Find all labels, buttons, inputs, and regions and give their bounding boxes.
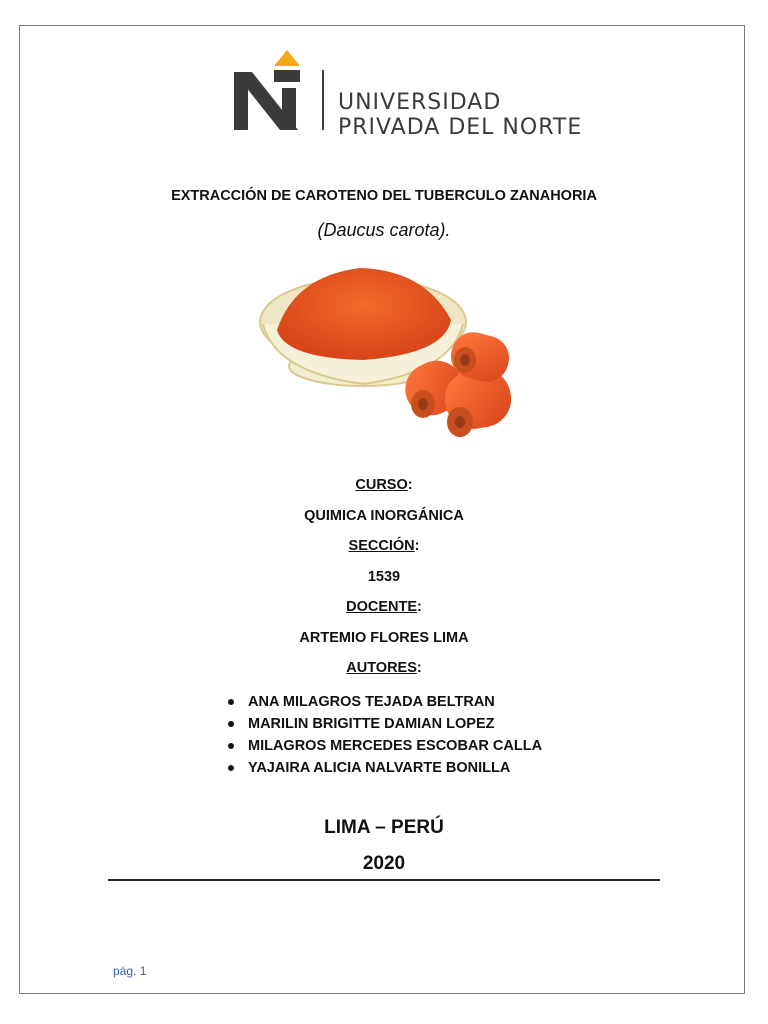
list-item: MARILIN BRIGITTE DAMIAN LOPEZ [222, 713, 542, 735]
authors-list [222, 691, 542, 779]
logo-wordmark [338, 90, 582, 140]
university-logo [230, 48, 650, 138]
course-value: QUIMICA INORGÁNICA [304, 508, 464, 524]
divider [108, 879, 660, 881]
list-item: ANA MILAGROS TEJADA BELTRAN [222, 691, 542, 713]
carrot-powder-photo [255, 262, 520, 450]
authors-label: AUTORES [346, 660, 417, 676]
section-label-line: SECCIÓN: [348, 538, 420, 554]
course-label: CURSO [355, 477, 408, 493]
teacher-value: ARTEMIO FLORES LIMA [299, 630, 469, 646]
logo-divider [322, 70, 324, 130]
course-label-line: CURSO: [355, 477, 413, 493]
document-subtitle: (Daucus carota). [317, 220, 451, 240]
place: LIMA – PERÚ [324, 817, 444, 838]
year: 2020 [362, 853, 406, 874]
list-item: YAJAIRA ALICIA NALVARTE BONILLA [222, 757, 542, 779]
university-mark-icon [230, 48, 320, 138]
section-value: 1539 [367, 569, 401, 585]
document-title: EXTRACCIÓN DE CAROTENO DEL TUBERCULO ZANAHORIA [171, 188, 597, 204]
teacher-label-line: DOCENTE: [346, 599, 422, 615]
teacher-label: DOCENTE [346, 599, 418, 615]
section-label: SECCIÓN [348, 538, 415, 554]
list-item: MILAGROS MERCEDES ESCOBAR CALLA [222, 735, 542, 757]
logo-line-2: PRIVADA DEL NORTE [338, 115, 583, 140]
page-number: pág. 1 [113, 964, 147, 978]
logo-line-1: UNIVERSIDAD [338, 90, 502, 115]
authors-label-line: AUTORES: [346, 660, 422, 676]
